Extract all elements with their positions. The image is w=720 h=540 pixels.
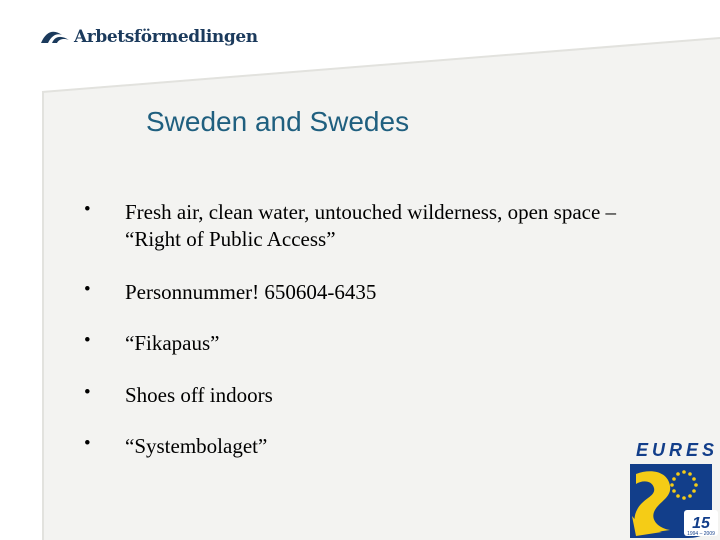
bullet-text: Personnummer! 650604-6435	[125, 280, 377, 304]
bullet-text: “Systembolaget”	[125, 434, 268, 458]
eures-wordmark: EURES	[636, 440, 719, 460]
bullet-marker: •	[84, 199, 91, 220]
bullet-text: Shoes off indoors	[125, 383, 273, 407]
anniversary-number: 15	[692, 515, 710, 532]
bullet-text: “Fikapaus”	[125, 331, 220, 355]
bullet-marker: •	[84, 279, 91, 300]
arbetsformedlingen-logo	[40, 26, 258, 48]
bullet-marker: •	[84, 330, 91, 351]
eures-logo	[622, 432, 720, 540]
bullet-text: Fresh air, clean water, untouched wilderness, open space – “Right of Public Access”	[125, 200, 617, 251]
arbetsformedlingen-mark-icon	[40, 26, 70, 48]
bullet-marker: •	[84, 433, 91, 454]
slide-title: Sweden and Swedes	[146, 106, 410, 137]
eures-emblem-icon	[622, 458, 720, 540]
anniversary-years: 1994 – 2009	[687, 531, 715, 537]
bullet-marker: •	[84, 382, 91, 403]
logo-text: Arbetsförmedlingen	[74, 27, 258, 47]
